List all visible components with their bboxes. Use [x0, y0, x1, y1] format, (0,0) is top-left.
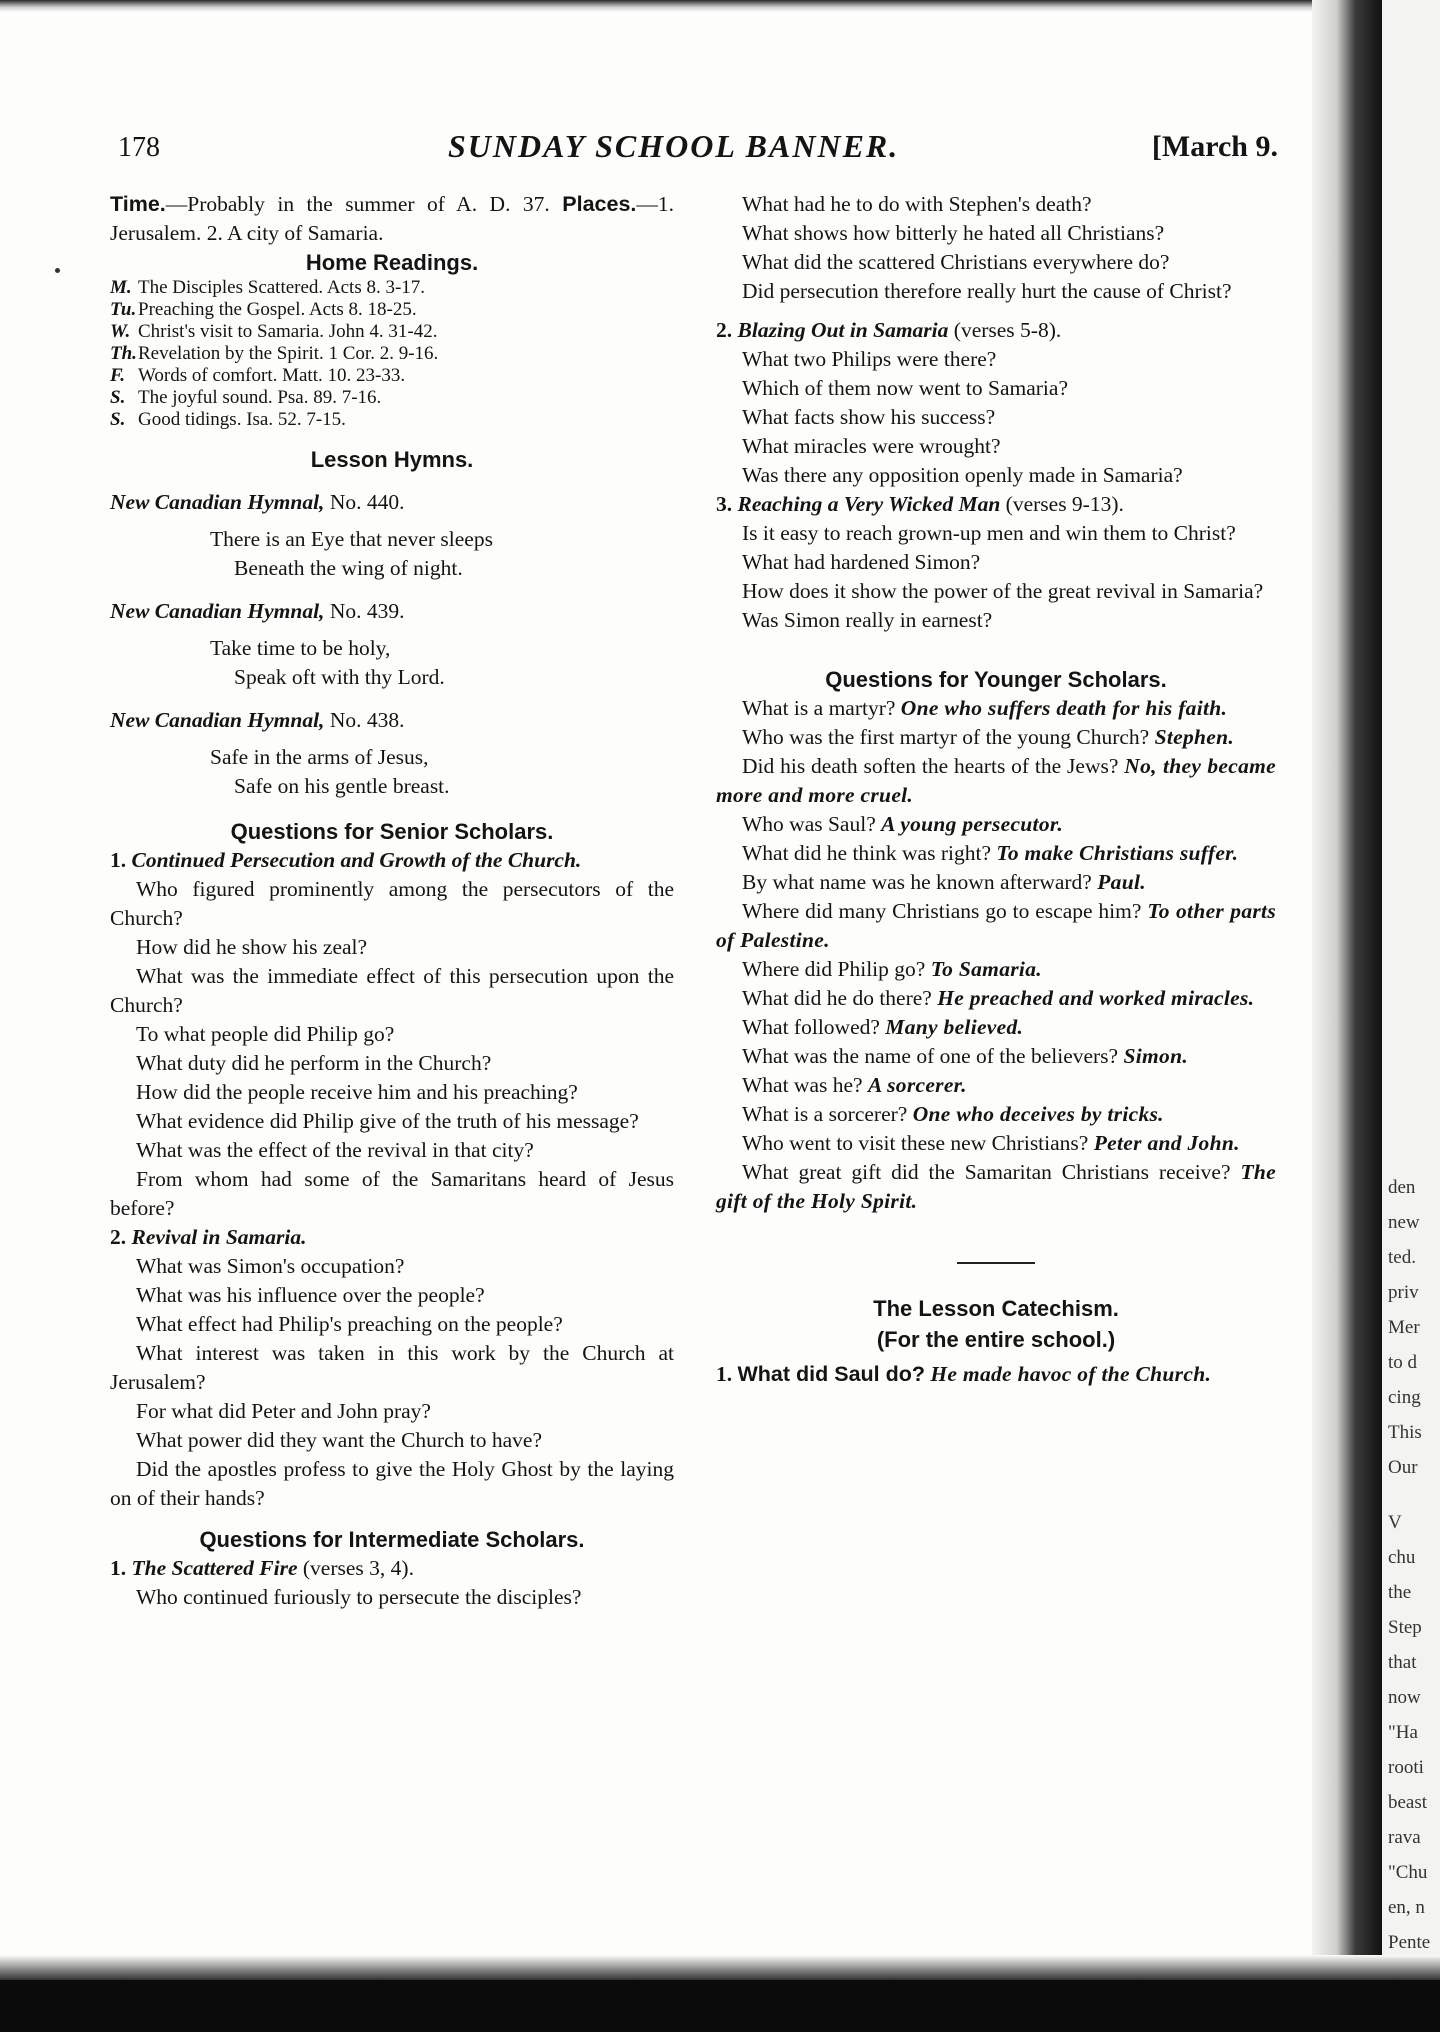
reading-text: Preaching the Gospel. Acts 8. 18-25. [138, 299, 417, 320]
next-page-fragment: ted. [1388, 1247, 1416, 1268]
question: How did the people receive him and his preaching? [136, 1080, 578, 1104]
next-page-text [1388, 1170, 1431, 1985]
catechism-q1: 1. What did Saul do? He made havoc of the Church. [716, 1362, 1212, 1386]
next-page-fragment: now [1388, 1687, 1421, 1708]
qa-answer: A young persecutor. [881, 812, 1064, 836]
reading-day: M. [110, 277, 132, 298]
qa-item [716, 694, 1276, 723]
hymn-line: Take time to be holy, [210, 636, 391, 660]
hymn-number: No. 438. [329, 708, 405, 732]
hymn-verse [110, 743, 674, 801]
senior-section-2-questions [110, 1252, 674, 1513]
qa-question: What was he? [742, 1073, 863, 1097]
page-bottom-fade [0, 1955, 1440, 1983]
younger-heading: Questions for Younger Scholars. [825, 667, 1167, 692]
next-page-fragment: cing [1388, 1387, 1421, 1408]
hymn-book: New Canadian Hymnal, [110, 599, 325, 623]
reading-text: The joyful sound. Psa. 89. 7-16. [138, 387, 382, 408]
hymn-line: There is an Eye that never sleeps [210, 527, 493, 551]
qa-item [716, 955, 1276, 984]
qa-item [716, 897, 1276, 955]
book-gutter [1312, 0, 1382, 1985]
hymn-line: Beneath the wing of night. [234, 556, 463, 580]
reading-item [110, 365, 674, 387]
next-page-fragment: that [1388, 1652, 1417, 1673]
qa-answer: Simon. [1123, 1044, 1189, 1068]
question: What was the immediate effect of this persecution upon the Church? [110, 964, 674, 1017]
qa-answer: To Samaria. [930, 957, 1042, 981]
hymn-number: No. 440. [329, 490, 405, 514]
page-top-shadow [0, 0, 1440, 12]
question: How does it show the power of the great revival in Samaria? [742, 579, 1264, 603]
qa-answer: To make Christians suffer. [996, 841, 1239, 865]
qa-answer: He preached and worked miracles. [937, 986, 1255, 1010]
next-page-fragment: new [1388, 1212, 1420, 1233]
question: What was the effect of the revival in that city? [136, 1138, 534, 1162]
qa-item [716, 1042, 1276, 1071]
next-page-fragment: V [1388, 1512, 1402, 1533]
qa-item [716, 1013, 1276, 1042]
scan-bottom-border [0, 1980, 1440, 2032]
question: What facts show his success? [742, 405, 996, 429]
next-page-fragment: Our [1388, 1457, 1418, 1478]
question: Was Simon really in earnest? [742, 608, 993, 632]
question: To what people did Philip go? [136, 1022, 395, 1046]
qa-answer: Peter and John. [1093, 1131, 1240, 1155]
qa-item [716, 723, 1276, 752]
question: For what did Peter and John pray? [136, 1399, 431, 1423]
next-page-fragment: chu [1388, 1547, 1416, 1568]
hymn-line: Speak oft with thy Lord. [234, 665, 445, 689]
qa-answer: Paul. [1097, 870, 1146, 894]
hymn-source [110, 488, 674, 517]
question: Did persecution therefore really hurt the cause of Christ? [742, 279, 1232, 303]
qa-answer: Many believed. [885, 1015, 1024, 1039]
hymn-book: New Canadian Hymnal, [110, 490, 325, 514]
next-page-edge [1382, 0, 1440, 1985]
catechism-subheading: (For the entire school.) [876, 1327, 1116, 1352]
issue-date: [March 9. [1151, 130, 1278, 163]
qa-question: What followed? [742, 1015, 880, 1039]
question: What shows how bitterly he hated all Christians? [742, 221, 1165, 245]
reading-item [110, 343, 674, 365]
reading-item [110, 387, 674, 409]
reading-day: Tu. [110, 299, 137, 320]
qa-item [716, 1158, 1276, 1216]
question: From whom had some of the Samaritans heard of Jesus before? [110, 1167, 674, 1220]
intermediate-section-1-questions [716, 190, 1276, 306]
next-page-fragment: to d [1388, 1352, 1418, 1373]
qa-question: What is a martyr? [742, 696, 896, 720]
left-column [110, 190, 674, 1612]
next-page-fragment: the [1388, 1582, 1412, 1603]
reading-item [110, 409, 674, 431]
section-rule [957, 1262, 1035, 1264]
question: Which of them now went to Samaria? [742, 376, 1068, 400]
qa-question: Where did Philip go? [742, 957, 926, 981]
qa-question: What did he do there? [742, 986, 932, 1010]
reading-item [110, 277, 674, 299]
right-column [716, 190, 1276, 1389]
qa-question: Who was the first martyr of the young Church? [742, 725, 1150, 749]
qa-item [716, 1129, 1276, 1158]
intermediate-section-3-title: 3. Reaching a Very Wicked Man (verses 9-13). [716, 492, 1124, 516]
qa-item [716, 752, 1276, 810]
running-title: SUNDAY SCHOOL BANNER. [448, 128, 900, 164]
reading-text: Good tidings. Isa. 52. 7-15. [138, 409, 346, 430]
question: Who figured prominently among the persecutors of the Church? [110, 877, 674, 930]
hymn-list [110, 488, 674, 801]
lesson-hymns-heading: Lesson Hymns. [310, 447, 474, 472]
next-page-fragment: en, n [1388, 1897, 1425, 1918]
qa-item [716, 1071, 1276, 1100]
intermediate-section-2-questions [716, 345, 1276, 490]
reading-text: Christ's visit to Samaria. John 4. 31-42. [138, 321, 438, 342]
question: Was there any opposition openly made in Samaria? [742, 463, 1183, 487]
senior-heading: Questions for Senior Scholars. [230, 819, 554, 844]
next-page-fragment: beast [1388, 1792, 1428, 1813]
qa-question: Where did many Christians go to escape him? [742, 899, 1142, 923]
hymn-line: Safe in the arms of Jesus, [210, 745, 429, 769]
qa-question: Who was Saul? [742, 812, 876, 836]
question: What evidence did Philip give of the truth of his message? [136, 1109, 639, 1133]
senior-section-1-questions [110, 875, 674, 1223]
hymn-source [110, 706, 674, 735]
reading-day: F. [110, 365, 125, 386]
question: Did the apostles profess to give the Holy Ghost by the laying on of their hands? [110, 1457, 674, 1510]
intermediate-section-1-title: 1. The Scattered Fire (verses 3, 4). [110, 1556, 414, 1580]
home-readings-heading: Home Readings. [305, 250, 479, 275]
scan-speck [55, 268, 60, 273]
question: What duty did he perform in the Church? [136, 1051, 492, 1075]
intermediate-question: Who continued furiously to persecute the disciples? [136, 1585, 582, 1609]
question: What was his influence over the people? [136, 1283, 485, 1307]
next-page-fragment: rooti [1388, 1757, 1424, 1778]
next-page-fragment: "Chu [1388, 1862, 1428, 1883]
question: What was Simon's occupation? [136, 1254, 405, 1278]
intermediate-heading: Questions for Intermediate Scholars. [199, 1527, 585, 1552]
question: What effect had Philip's preaching on the people? [136, 1312, 563, 1336]
qa-item [716, 868, 1276, 897]
senior-section-1-title: 1. Continued Persecution and Growth of the Church. [110, 848, 582, 872]
next-page-fragment: priv [1388, 1282, 1419, 1303]
hymn-number: No. 439. [329, 599, 405, 623]
qa-item [716, 1100, 1276, 1129]
question: What miracles were wrought? [742, 434, 1001, 458]
intermediate-section-2-title: 2. Blazing Out in Samaria (verses 5-8). [716, 318, 1062, 342]
younger-qa-list [716, 694, 1276, 1216]
reading-text: Words of comfort. Matt. 10. 23-33. [138, 365, 406, 386]
qa-question: What is a sorcerer? [742, 1102, 908, 1126]
reading-day: W. [110, 321, 131, 342]
next-page-fragment: Pente [1388, 1932, 1431, 1953]
qa-answer: No, they became more and more cruel. [716, 754, 1276, 807]
question: What interest was taken in this work by the Church at Jerusalem? [110, 1341, 674, 1394]
senior-section-2-title: 2. Revival in Samaria. [110, 1225, 307, 1249]
qa-answer: Stephen. [1154, 725, 1235, 749]
next-page-fragment: rava [1388, 1827, 1421, 1848]
hymn-book: New Canadian Hymnal, [110, 708, 325, 732]
reading-text: The Disciples Scattered. Acts 8. 3-17. [138, 277, 426, 298]
catechism-heading: The Lesson Catechism. [873, 1296, 1119, 1321]
question: What did the scattered Christians everywhere do? [742, 250, 1170, 274]
question: What had hardened Simon? [742, 550, 981, 574]
qa-answer: The gift of the Holy Spirit. [716, 1160, 1276, 1213]
qa-question: Did his death soften the hearts of the Jews? [742, 754, 1119, 778]
reading-day: Th. [110, 343, 137, 364]
time-places: Time.—Probably in the summer of A. D. 37. Places.—1. Jerusalem. 2. A city of Samaria. [110, 192, 675, 245]
question: Is it easy to reach grown-up men and win them to Christ? [742, 521, 1236, 545]
qa-item [716, 839, 1276, 868]
running-header [118, 128, 1278, 176]
qa-answer: A sorcerer. [867, 1073, 967, 1097]
hymn-line: Safe on his gentle breast. [234, 774, 450, 798]
intermediate-section-3-questions [716, 519, 1276, 635]
next-page-fragment: This [1388, 1422, 1422, 1443]
reading-text: Revelation by the Spirit. 1 Cor. 2. 9-16. [138, 343, 439, 364]
home-readings-list [110, 277, 674, 431]
page-number: 178 [118, 132, 160, 163]
qa-item [716, 984, 1276, 1013]
qa-answer: To other parts of Palestine. [716, 899, 1276, 952]
reading-day: S. [110, 387, 126, 408]
qa-question: By what name was he known afterward? [742, 870, 1092, 894]
question: What had he to do with Stephen's death? [742, 192, 1092, 216]
qa-question: What was the name of one of the believers? [742, 1044, 1119, 1068]
next-page-fragment: den [1388, 1177, 1416, 1198]
next-page-fragment: Mer [1388, 1317, 1420, 1338]
qa-answer: One who deceives by tricks. [912, 1102, 1164, 1126]
hymn-verse [110, 525, 674, 583]
qa-question: Who went to visit these new Christians? [742, 1131, 1089, 1155]
question: How did he show his zeal? [136, 935, 368, 959]
qa-question: What great gift did the Samaritan Christians receive? [742, 1160, 1231, 1184]
qa-question: What did he think was right? [742, 841, 991, 865]
qa-item [716, 810, 1276, 839]
qa-answer: One who suffers death for his faith. [900, 696, 1228, 720]
reading-item [110, 299, 674, 321]
question: What power did they want the Church to have? [136, 1428, 542, 1452]
next-page-fragment: Step [1388, 1617, 1422, 1638]
next-page-fragment: "Ha [1388, 1722, 1418, 1743]
question: What two Philips were there? [742, 347, 997, 371]
hymn-source [110, 597, 674, 626]
reading-day: S. [110, 409, 126, 430]
hymn-verse [110, 634, 674, 692]
reading-item [110, 321, 674, 343]
next-page-fragment [1388, 1485, 1431, 1505]
